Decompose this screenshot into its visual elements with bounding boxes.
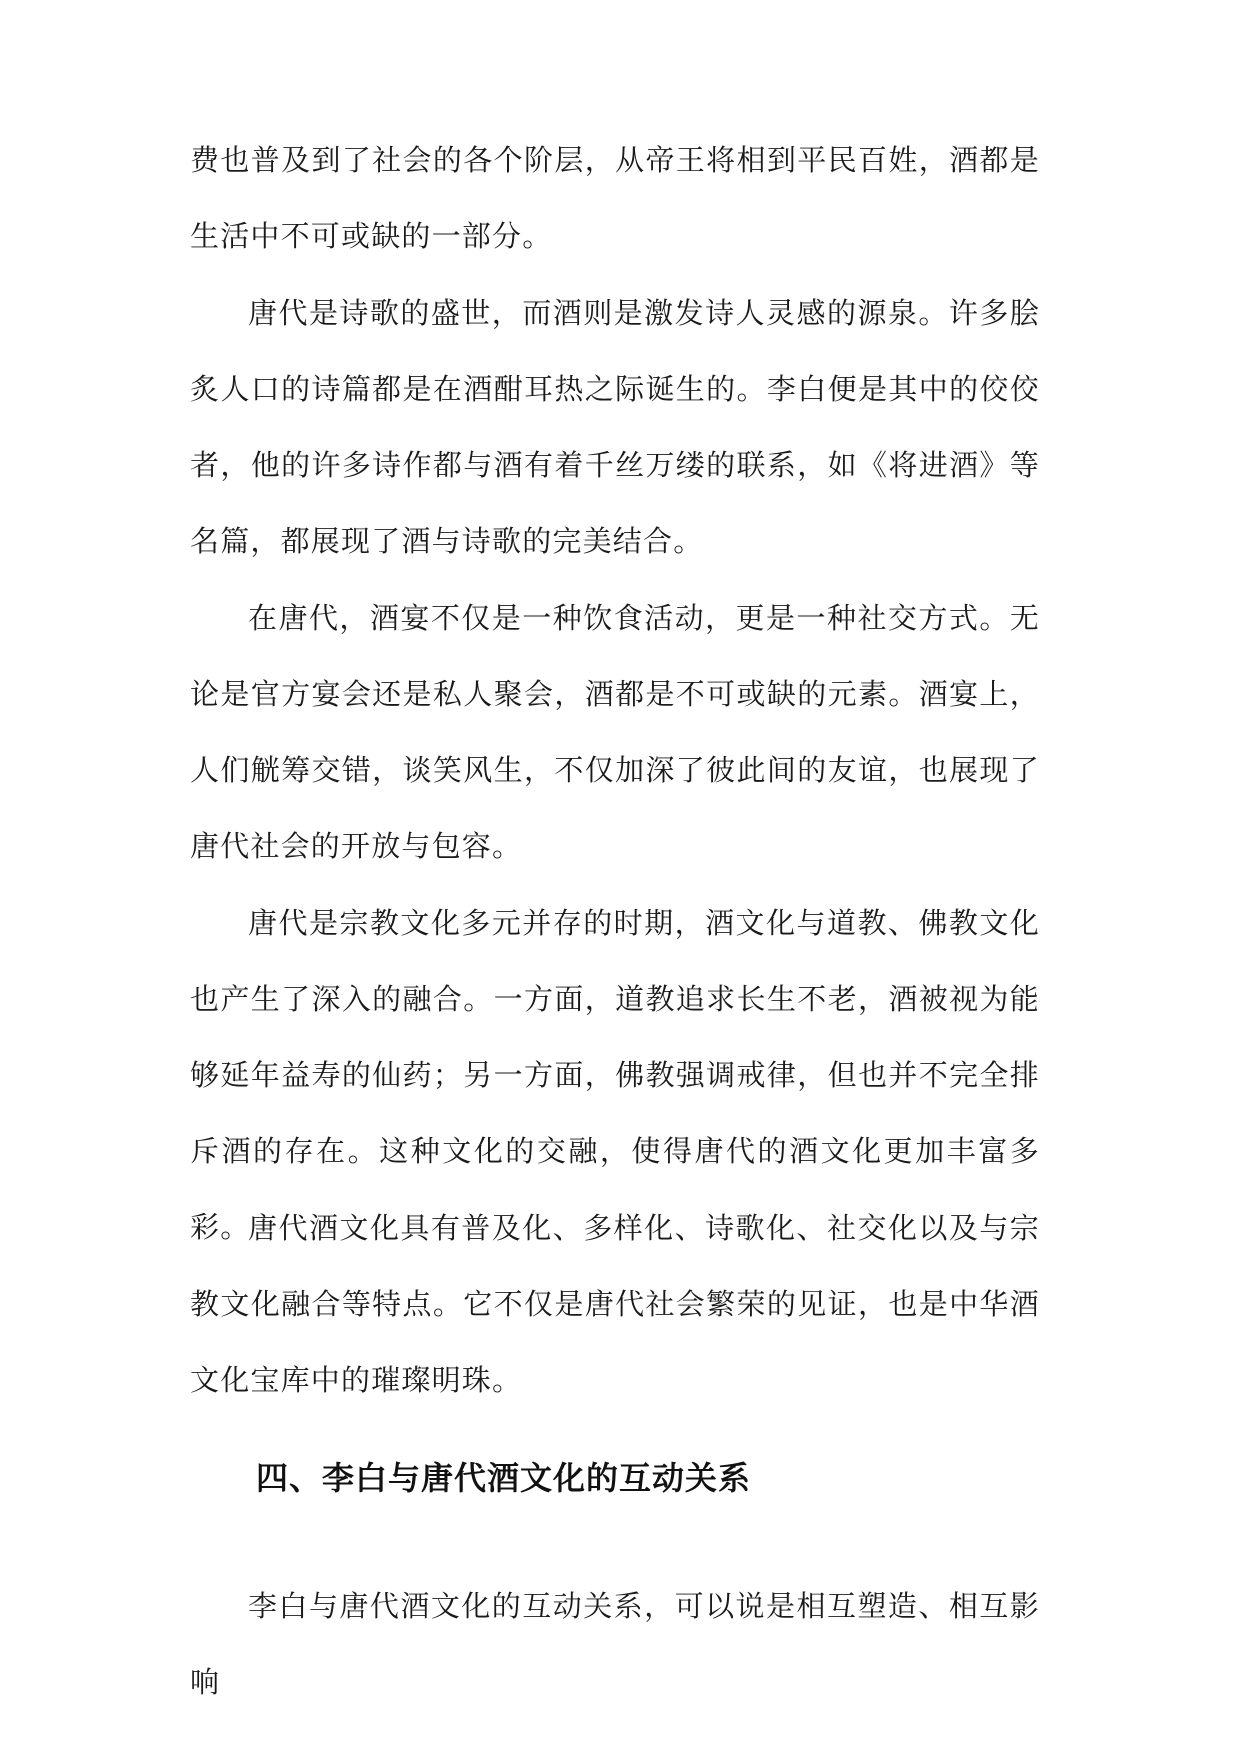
paragraph-religious-culture: 唐代是宗教文化多元并存的时期，酒文化与道教、佛教文化也产生了深入的融合。一方面，道教追求长生不老，酒被视为能够延年益寿的仙药；另一方面，佛教强调戒律，但也并不完全排斥酒的存在。这种文化的交融，使得唐代的酒文化更加丰富多彩。 [190,906,1040,1244]
paragraph-poetry-and-wine: 唐代是诗歌的盛世，而酒则是激发诗人灵感的源泉。许多脍炙人口的诗篇都是在酒酣耳热之际诞生的。李白便是其中的佼佼者，他的许多诗作都与酒有着千丝万缕的联系，如《将进酒》等名篇，都展现了酒与诗歌的完美结合。 [190,296,1040,558]
section-heading: 四、李白与唐代酒文化的互动关系 [256,1459,752,1497]
paragraph-continuation: 费也普及到了社会的各个阶层，从帝王将相到平民百姓，酒都是生活中不可或缺的一部分。 [190,143,1040,253]
paragraph-banquet-social: 在唐代，酒宴不仅是一种饮食活动，更是一种社交方式。无论是官方宴会还是私人聚会，酒都是不可或缺的元素。酒宴上，人们觥筹交错，谈笑风生，不仅加深了彼此间的友谊，也展现了唐代社会的开放与包容。 [190,601,1040,863]
paragraph-summary: 唐代酒文化具有普及化、多样化、诗歌化、社交化以及与宗教文化融合等特点。它不仅是唐代社会繁荣的见证，也是中华酒文化宝库中的璀璨明珠。 [190,1211,1040,1397]
paragraph-interaction-intro: 李白与唐代酒文化的互动关系，可以说是相互塑造、相互影响 [190,1589,1040,1699]
